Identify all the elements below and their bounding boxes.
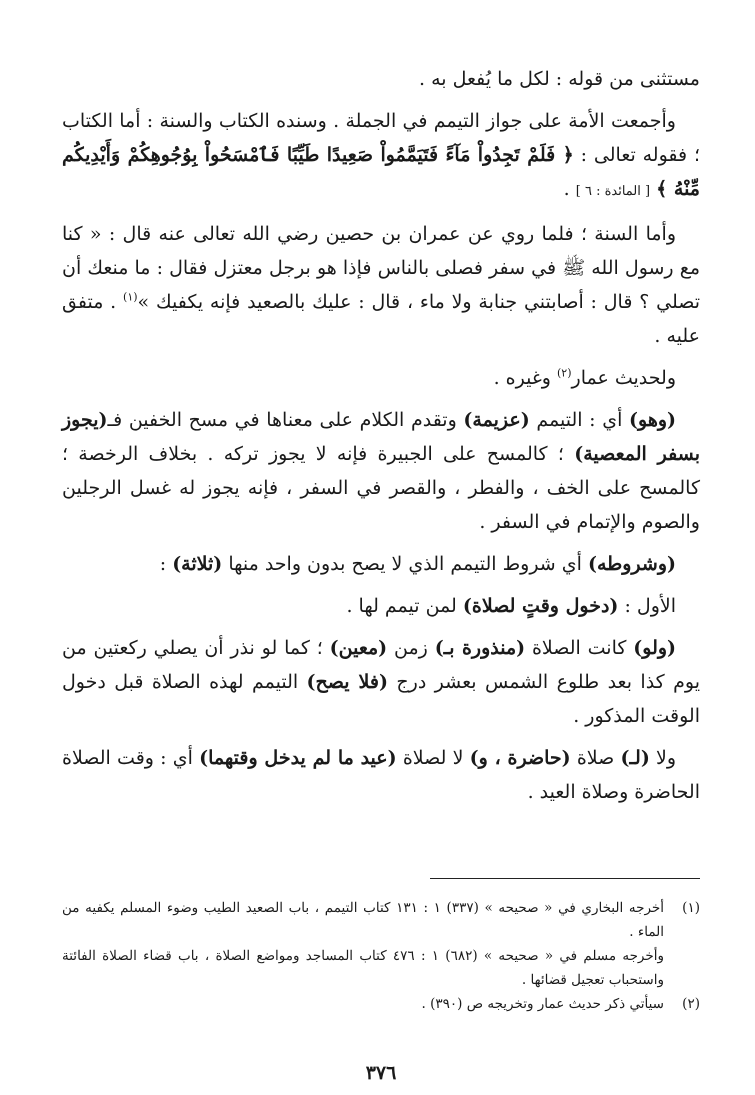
text: وأجمعت الأمة على جواز التيمم في الجملة . وسنده الكتاب والسنة : [146,110,676,132]
text: أما الكتاب ؛ فقوله تعالى : [62,110,700,166]
footnote-line: أخرجه البخاري في « صحيحه » (٣٣٧) ١ : ١٣١ كتاب التيمم ، باب الصعيد الطيب وضوء المسلم يكفيه من الماء . [62,900,664,940]
term: (عزيمة) [463,409,530,431]
text: لمن تيمم لها . [346,595,457,617]
paragraph-9 [62,741,700,809]
term: (منذورة بـ) [434,637,526,659]
text: وغيره . [493,367,551,389]
main-text [62,62,700,809]
paragraph-6 [62,547,700,581]
term: (وشروطه) [587,553,676,575]
page-number: ٣٧٦ [365,1062,397,1084]
paragraph-7 [62,589,700,623]
text: مستثنى من قوله : لكل ما يُفعل به . [418,68,700,90]
text: كانت الصلاة [531,637,627,659]
footnote-number: (١) [682,900,700,916]
text: : [159,553,167,575]
text: وتقدم الكلام على معناها في مسح الخفين فـ [107,409,457,431]
term: (معين) [329,637,388,659]
term: (دخول وقتٍ لصلاة) [462,595,619,617]
text: لا لصلاة [402,747,464,769]
quran-verse: ﴿ فَلَمْ تَجِدُواْ مَآءً فَتَيَمَّمُواْ صَعِيدًا طَيِّبًا فَٱمْسَحُواْ بِوُجُوهِكُمْ وَأَيْدِيكُم مِّنْهُ ﴾ [62,144,700,200]
text: . متفق عليه . [62,291,700,347]
text: التيمم لهذه الصلاة قبل دخول الوقت المذكور . [62,671,700,727]
footnote-line: وأخرجه مسلم في « صحيحه » (٦٨٢) ١ : ٤٧٦ كتاب المساجد ومواضع الصلاة ، باب قضاء الصلاة الفائتة واستحباب تعجيل قضائها . [62,948,664,988]
page [62,62,701,1084]
verse-reference: [ المائدة : ٦ ] [575,184,651,199]
term: (يجوز بسفر المعصية) [62,409,700,465]
term: (وهو) [629,409,677,431]
paragraph-8 [62,631,700,733]
footnote-body [62,896,664,992]
text: أي : وقت الصلاة الحاضرة وصلاة العيد . [62,747,700,803]
footnote-ref-1[interactable]: (١) [123,290,138,304]
paragraph-5 [62,403,700,539]
text: ولحديث عمار [571,367,676,389]
text: ؛ كالمسح على الجبيرة فإنه لا يجوز تركه . بخلاف الرخصة ؛ كالمسح على الخف ، والفطر ، والقصر في السفر ، فإنه يجوز له غسل الرجلين والصوم والإتمام في السفر . [62,443,700,533]
text: ولا [656,747,677,769]
text: ؛ كما لو نذر أن يصلي ركعتين من يوم كذا بعد طلوع الشمس بعشر درج [62,637,700,693]
footnote-ref-2[interactable]: (٢) [557,366,572,380]
text: . [563,178,570,200]
paragraph-3 [62,217,700,353]
footnote-1 [62,896,700,992]
text: أي شروط التيمم الذي لا يصح بدون واحد منها [228,553,582,575]
footnote-body [62,992,664,1016]
footnote-2 [62,992,700,1016]
text: صلاة [576,747,615,769]
text: أي : التيمم [536,409,623,431]
footnote-line: سيأتي ذكر حديث عمار وتخريجه ص (٣٩٠) . [421,996,664,1012]
text: وأما السنة ؛ فلما روي عن عمران بن حصين رضي الله تعالى عنه قال : « كنا مع رسول الله ﷺ في سفر فصلى بالناس فإذا هو برجل معتزل فقال : ما منعك أن تصلي ؟ قال : أصابتني جنابة ولا ماء ، قال : عليك بالصعيد فإنه يكفيك » [62,223,701,313]
footnotes [62,896,700,1016]
term: (حاضرة ، و) [469,747,571,769]
paragraph-1 [62,62,700,96]
paragraph-2 [62,104,700,209]
text: زمن [394,637,428,659]
term: (فلا يصح) [306,671,388,693]
footnote-number: (٢) [682,996,700,1012]
term: (عيد ما لم يدخل وقتهما) [199,747,397,769]
term: (لـ) [620,747,650,769]
footnote-divider [430,878,700,879]
term: (ولو) [633,637,677,659]
term: (ثلاثة) [172,553,223,575]
text: الأول : [624,595,676,617]
paragraph-4 [62,361,700,395]
